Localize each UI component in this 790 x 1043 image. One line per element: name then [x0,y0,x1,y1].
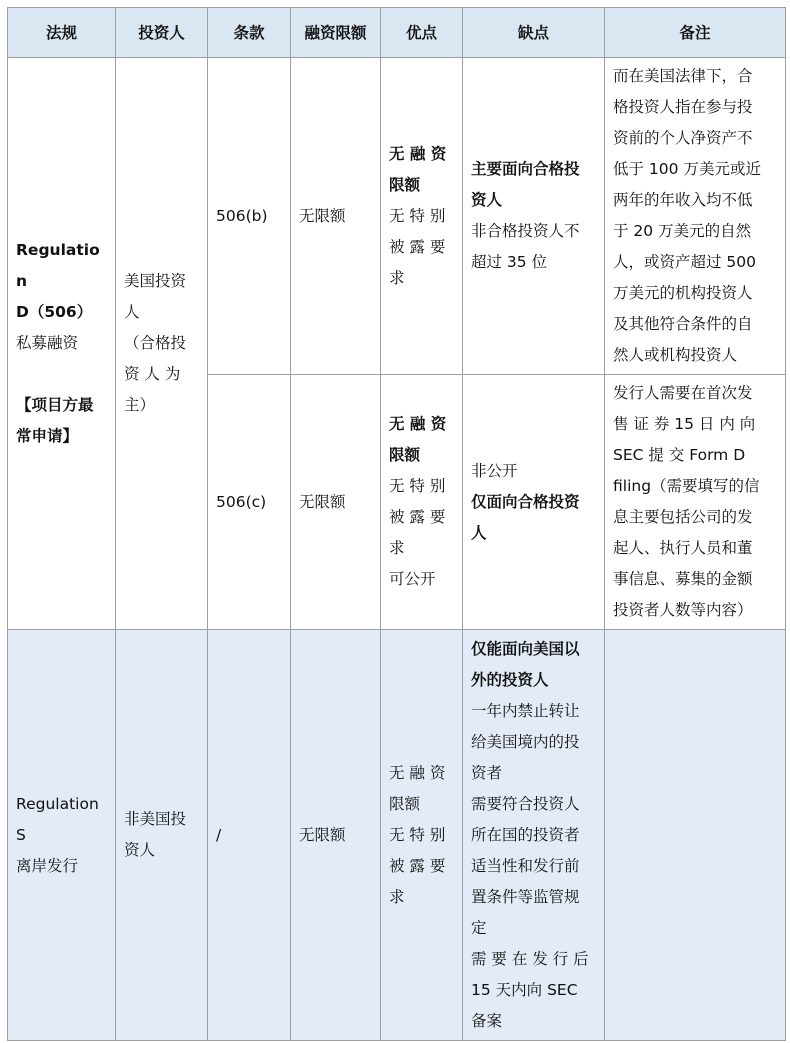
law-note: 常申请】 [16,427,79,445]
cell-investor-reg-d [116,58,208,630]
investor-line: 主） [124,396,156,414]
law-title-line: S [16,825,26,844]
pros-line: 求 [389,539,405,557]
header-cons: 缺点 [463,8,605,58]
cons-line: 外的投资人 [471,670,549,689]
cons-line: 适当性和发行前 [471,856,580,875]
investor-line: 非美国投 [124,810,187,828]
pros-line: 限额 [389,446,421,464]
note-line: 发行人需要在首次发 [613,384,753,402]
cons-line: 备案 [471,1011,503,1030]
note-line: 两年的年收入均不低 [613,191,753,209]
note-line: 息主要包括公司的发 [613,508,753,526]
investor-line: （合格投 [124,334,187,352]
law-title-line: Regulation [16,241,100,290]
cell-law-reg-s [8,630,116,1041]
pros-line: 无 特 别 [389,477,446,495]
cons-line: 非公开 [471,461,518,480]
cons-line: 人 [471,523,487,542]
note-line: 投资者人数等内容） [613,601,753,619]
cell-pros [381,58,463,375]
investor-line: 人 [124,303,140,321]
cons-line: 资者 [471,763,503,782]
table-row-506b [8,58,786,375]
header-law: 法规 [8,8,116,58]
cell-cons [463,630,605,1041]
cons-line: 仅面向合格投资 [471,492,580,511]
cell-notes [605,375,786,630]
cell-notes [605,58,786,375]
cell-limit: 无限额 [291,630,381,1041]
cons-line: 仅能面向美国以 [471,639,580,658]
cons-line: 15 天内向 SEC [471,980,578,999]
cons-line: 给美国境内的投 [471,732,580,751]
pros-line: 限额 [389,794,421,813]
law-title-line: D（506） [16,303,93,321]
header-row [8,8,786,58]
header-clause: 条款 [208,8,291,58]
pros-line: 求 [389,268,405,287]
note-line: 售 证 券 15 日 内 向 [613,415,756,433]
header-financing-limit: 融资限额 [291,8,381,58]
law-subtitle: 离岸发行 [16,856,79,875]
cell-cons [463,375,605,630]
cons-line: 超过 35 位 [471,253,548,271]
note-line: filing（需要填写的信 [613,477,760,495]
cell-investor-reg-s [116,630,208,1041]
law-note: 【项目方最 [16,396,94,414]
pros-line: 被 露 要 [389,856,446,875]
note-line: 人，或资产超过 500 [613,253,757,271]
investor-line: 资人 [124,841,156,859]
cell-limit: 无限额 [291,375,381,630]
cons-line: 置条件等监管规 [471,887,580,906]
cons-line: 定 [471,918,487,937]
note-line: SEC 提 交 Form D [613,446,746,464]
cons-line: 资人 [471,191,503,209]
law-title-line: Regulation [16,794,99,813]
cell-clause: 506(b) [208,58,291,375]
pros-line: 无 融 资 [389,144,447,163]
cell-notes-empty [605,630,786,1041]
cons-line: 一年内禁止转让 [471,701,580,720]
investor-line: 资 人 为 [124,365,181,383]
note-line: 资前的个人净资产不 [613,129,753,147]
note-line: 低于 100 万美元或近 [613,160,761,178]
investor-line: 美国投资 [124,272,187,290]
cell-clause: 506(c) [208,375,291,630]
note-line: 于 20 万美元的自然 [613,222,752,240]
note-line: 然人或机构投资人 [613,346,738,364]
cell-limit: 无限额 [291,58,381,375]
pros-line: 无 特 别 [389,825,446,844]
regulation-comparison-table [7,7,786,1041]
cell-pros [381,375,463,630]
law-subtitle: 私募融资 [16,334,79,352]
header-investor: 投资人 [116,8,208,58]
note-line: 及其他符合条件的自 [613,315,753,333]
pros-line: 被 露 要 [389,237,446,256]
cell-clause: / [208,630,291,1041]
note-line: 万美元的机构投资人 [613,284,753,302]
cell-cons [463,58,605,375]
cons-line: 所在国的投资者 [471,825,580,844]
cell-pros [381,630,463,1041]
pros-line: 被 露 要 [389,508,446,526]
pros-line: 无 特 别 [389,206,446,225]
pros-line: 限额 [389,175,421,194]
cons-line: 主要面向合格投 [471,160,580,178]
pros-line: 无 融 资 [389,415,447,433]
pros-line: 无 融 资 [389,763,446,782]
cell-law-reg-d [8,58,116,630]
pros-line: 可公开 [389,570,436,588]
note-line: 起人、执行人员和董 [613,539,753,557]
cons-line: 需 要 在 发 行 后 [471,949,589,968]
note-line: 而在美国法律下，合 [613,67,753,85]
table-row-reg-s [8,630,786,1041]
header-pros: 优点 [381,8,463,58]
cons-line: 非合格投资人不 [471,222,580,240]
note-line: 事信息、募集的金额 [613,570,753,588]
cons-line: 需要符合投资人 [471,794,580,813]
pros-line: 求 [389,887,405,906]
note-line: 格投资人指在参与投 [613,98,753,116]
header-notes: 备注 [605,8,786,58]
